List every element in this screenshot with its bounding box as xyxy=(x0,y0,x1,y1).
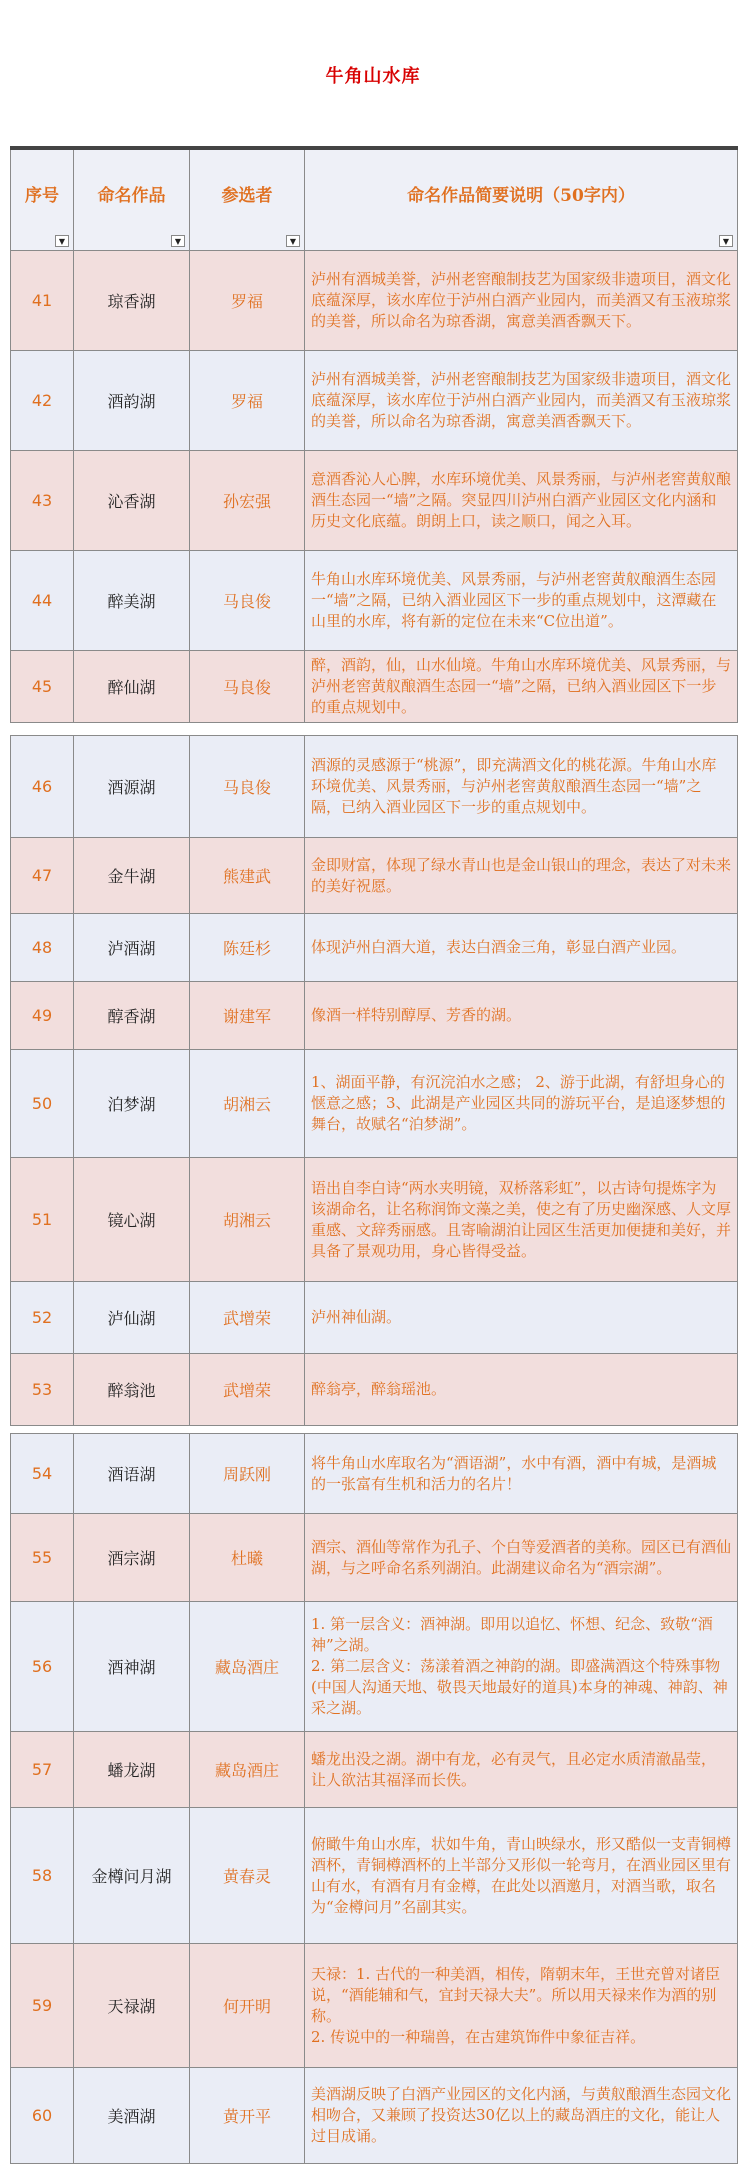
header-row xyxy=(11,148,738,250)
row-serial: 59 xyxy=(11,1944,74,2068)
row-name: 琼香湖 xyxy=(74,250,190,350)
row-serial: 45 xyxy=(11,650,74,722)
row-description: 酒源的灵感源于“桃源”，即充满酒文化的桃花源。牛角山水库环境优美、风景秀丽，与泸州老窖黄舣酿酒生态园一“墙”之隔，已纳入酒业园区下一步的重点规划中。 xyxy=(305,736,738,838)
row-author: 陈廷杉 xyxy=(190,914,305,982)
row-description: 泸州有酒城美誉，泸州老窖酿制技艺为国家级非遗项目，酒文化底蕴深厚，该水库位于泸州白酒产业园内，而美酒又有玉液琼浆的美誉，所以命名为琼香湖，寓意美酒香飘天下。 xyxy=(305,350,738,450)
row-serial: 44 xyxy=(11,550,74,650)
row-description: 体现泸州白酒大道，表达白酒金三角，彰显白酒产业园。 xyxy=(305,914,738,982)
row-author: 黄开平 xyxy=(190,2068,305,2164)
row-name: 蟠龙湖 xyxy=(74,1732,190,1808)
row-serial: 43 xyxy=(11,450,74,550)
row-author: 马良俊 xyxy=(190,550,305,650)
table-row xyxy=(11,1434,738,1514)
row-name: 醇香湖 xyxy=(74,982,190,1050)
filter-dropdown-icon[interactable]: ▼ xyxy=(719,235,733,247)
table-row xyxy=(11,550,738,650)
row-name: 泊梦湖 xyxy=(74,1050,190,1158)
row-author: 武增荣 xyxy=(190,1282,305,1354)
page-title: 牛角山水库 xyxy=(325,66,421,87)
row-serial: 47 xyxy=(11,838,74,914)
table-row xyxy=(11,2068,738,2164)
row-description: 泸州神仙湖。 xyxy=(305,1282,738,1354)
row-name: 酒源湖 xyxy=(74,736,190,838)
row-serial: 55 xyxy=(11,1514,74,1602)
row-serial: 52 xyxy=(11,1282,74,1354)
row-serial: 60 xyxy=(11,2068,74,2164)
filter-dropdown-icon[interactable]: ▼ xyxy=(286,235,300,247)
table-row xyxy=(11,1158,738,1282)
row-author: 胡湘云 xyxy=(190,1050,305,1158)
table-row xyxy=(11,1050,738,1158)
row-author: 罗福 xyxy=(190,350,305,450)
row-name: 镜心湖 xyxy=(74,1158,190,1282)
row-name: 天禄湖 xyxy=(74,1944,190,2068)
row-author: 何开明 xyxy=(190,1944,305,2068)
row-description: 1、湖面平静，有沉浣泊水之感； 2、游于此湖，有舒坦身心的惬意之感；3、此湖是产业园区共同的游玩平台，是追逐梦想的舞台，故赋名“泊梦湖”。 xyxy=(305,1050,738,1158)
row-author: 武增荣 xyxy=(190,1354,305,1426)
row-serial: 56 xyxy=(11,1602,74,1732)
row-description: 1. 第一层含义：酒神湖。即用以追忆、怀想、纪念、致敬“酒神”之湖。 2. 第二层含义：荡漾着酒之神韵的湖。即盛满酒这个特殊事物(中国人沟通天地、敬畏天地最好的道具)本身的神魂、神韵、神采之湖。 xyxy=(305,1602,738,1732)
row-description: 蟠龙出没之湖。湖中有龙，必有灵气，且必定水质清澈晶莹， 让人欲沽其福泽而长佚。 xyxy=(305,1732,738,1808)
row-serial: 48 xyxy=(11,914,74,982)
row-description: 俯瞰牛角山水库，状如牛角，青山映绿水，形又酷似一支青铜樽酒杯，青铜樽酒杯的上半部分又形似一轮弯月，在酒业园区里有山有水，有酒有月有金樽，在此处以酒邀月，对酒当歌，取名为“金樽问月”名副其实。 xyxy=(305,1808,738,1944)
row-author: 孙宏强 xyxy=(190,450,305,550)
table-row xyxy=(11,982,738,1050)
row-name: 醉美湖 xyxy=(74,550,190,650)
filter-dropdown-icon[interactable]: ▼ xyxy=(171,235,185,247)
row-author: 熊建武 xyxy=(190,838,305,914)
header-name: 命名作品 ▼ xyxy=(74,148,190,250)
table-row xyxy=(11,1732,738,1808)
table-row xyxy=(11,1602,738,1732)
filter-dropdown-icon[interactable]: ▼ xyxy=(55,235,69,247)
row-description: 酒宗、酒仙等常作为孔子、个白等爱酒者的美称。园区已有酒仙湖，与之呼命名系列湖泊。此湖建议命名为“酒宗湖”。 xyxy=(305,1514,738,1602)
row-description: 醉，酒韵，仙，山水仙境。牛角山水库环境优美、风景秀丽，与泸州老窖黄舣酿酒生态园一“墙”之隔，已纳入酒业园区下一步的重点规划中。 xyxy=(305,650,738,722)
table-row xyxy=(11,1808,738,1944)
row-description: 金即财富，体现了绿水青山也是金山银山的理念，表达了对未来的美好祝愿。 xyxy=(305,838,738,914)
row-serial: 58 xyxy=(11,1808,74,1944)
row-name: 醉仙湖 xyxy=(74,650,190,722)
row-description: 醉翁亭，醉翁瑶池。 xyxy=(305,1354,738,1426)
row-name: 泸仙湖 xyxy=(74,1282,190,1354)
table-row xyxy=(11,1944,738,2068)
naming-table-part-1 xyxy=(10,146,738,723)
row-name: 沁香湖 xyxy=(74,450,190,550)
row-serial: 41 xyxy=(11,250,74,350)
table-row xyxy=(11,914,738,982)
row-serial: 46 xyxy=(11,736,74,838)
row-description: 泸州有酒城美誉，泸州老窖酿制技艺为国家级非遗项目，酒文化底蕴深厚，该水库位于泸州白酒产业园内，而美酒又有玉液琼浆的美誉，所以命名为琼香湖，寓意美酒香飘天下。 xyxy=(305,250,738,350)
row-serial: 54 xyxy=(11,1434,74,1514)
row-description: 将牛角山水库取名为“酒语湖”，水中有酒，酒中有城，是酒城的一张富有生机和活力的名片！ xyxy=(305,1434,738,1514)
table-row xyxy=(11,650,738,722)
row-serial: 53 xyxy=(11,1354,74,1426)
table-row xyxy=(11,1514,738,1602)
row-name: 美酒湖 xyxy=(74,2068,190,2164)
table-row xyxy=(11,838,738,914)
row-author: 马良俊 xyxy=(190,650,305,722)
row-author: 罗福 xyxy=(190,250,305,350)
row-name: 酒韵湖 xyxy=(74,350,190,450)
row-serial: 51 xyxy=(11,1158,74,1282)
naming-table-part-3 xyxy=(10,1433,738,2164)
row-author: 黄春灵 xyxy=(190,1808,305,1944)
header-serial: 序号 ▼ xyxy=(11,148,74,250)
row-serial: 50 xyxy=(11,1050,74,1158)
row-description: 牛角山水库环境优美、风景秀丽，与泸州老窖黄舣酿酒生态园一“墙”之隔，已纳入酒业园区下一步的重点规划中，这潭藏在山里的水库，将有新的定位在未来“C位出道”。 xyxy=(305,550,738,650)
row-name: 金牛湖 xyxy=(74,838,190,914)
row-name: 金樽问月湖 xyxy=(74,1808,190,1944)
row-serial: 42 xyxy=(11,350,74,450)
row-description: 美酒湖反映了白酒产业园区的文化内涵，与黄舣酿酒生态园文化相吻合，又兼顾了投资达30亿以上的藏岛酒庄的文化，能让人过目成诵。 xyxy=(305,2068,738,2164)
row-name: 酒神湖 xyxy=(74,1602,190,1732)
table-row xyxy=(11,450,738,550)
row-serial: 57 xyxy=(11,1732,74,1808)
table-row xyxy=(11,350,738,450)
row-serial: 49 xyxy=(11,982,74,1050)
table-row xyxy=(11,1282,738,1354)
table-row xyxy=(11,736,738,838)
row-author: 藏岛酒庄 xyxy=(190,1732,305,1808)
row-description: 像酒一样特别醇厚、芳香的湖。 xyxy=(305,982,738,1050)
row-name: 泸酒湖 xyxy=(74,914,190,982)
row-author: 马良俊 xyxy=(190,736,305,838)
row-author: 谢建军 xyxy=(190,982,305,1050)
row-name: 醉翁池 xyxy=(74,1354,190,1426)
row-author: 周跃刚 xyxy=(190,1434,305,1514)
header-author: 参选者 ▼ xyxy=(190,148,305,250)
table-row xyxy=(11,250,738,350)
row-author: 藏岛酒庄 xyxy=(190,1602,305,1732)
naming-table-part-2 xyxy=(10,735,738,1426)
row-description: 意酒香沁人心脾，水库环境优美、风景秀丽，与泸州老窖黄舣酿酒生态园一“墙”之隔。突显四川泸州白酒产业园区文化内涵和历史文化底蕴。朗朗上口，读之顺口，闻之入耳。 xyxy=(305,450,738,550)
row-name: 酒语湖 xyxy=(74,1434,190,1514)
header-description: 命名作品简要说明（50字内） ▼ xyxy=(305,148,738,250)
table-row xyxy=(11,1354,738,1426)
row-author: 胡湘云 xyxy=(190,1158,305,1282)
row-description: 天禄：1. 古代的一种美酒，相传，隋朝末年，王世充曾对诸臣说，“酒能辅和气，宜封天禄大夫”。所以用天禄来作为酒的别称。 2. 传说中的一种瑞兽，在古建筑饰件中象征吉祥。 xyxy=(305,1944,738,2068)
row-author: 杜曦 xyxy=(190,1514,305,1602)
row-name: 酒宗湖 xyxy=(74,1514,190,1602)
row-description: 语出自李白诗“两水夹明镜，双桥落彩虹”，以古诗句提炼字为该湖命名，让名称润饰文藻之美，使之有了历史幽深感、人文厚重感、文辞秀丽感。且寄喻湖泊让园区生活更加便捷和美好，并具备了景观功用，身心皆得受益。 xyxy=(305,1158,738,1282)
